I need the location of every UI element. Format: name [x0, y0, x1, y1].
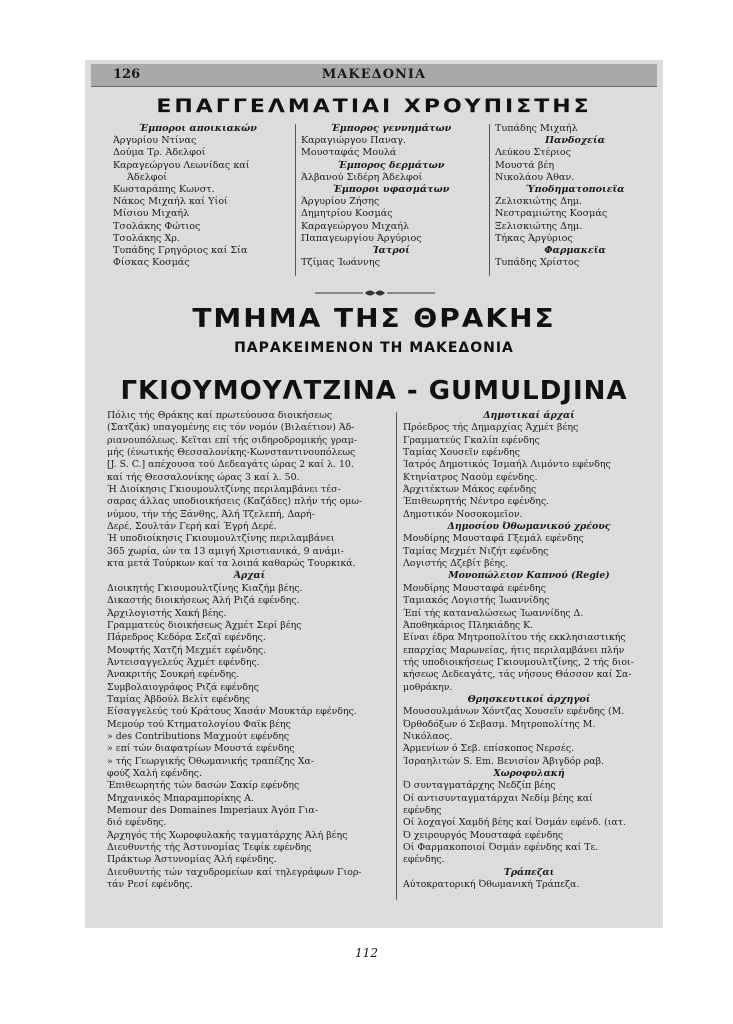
- directory-line: Συμβολαιογράφος Ριζά εφένδης: [107, 681, 259, 693]
- category-heading: Δημοτικαί άρχαί: [483, 410, 575, 421]
- directory-line: Έπιθεωρητής Νέντρο εφένδης.: [403, 496, 550, 508]
- directory-line: Κωσταράπης Κωνστ.: [113, 184, 215, 196]
- directory-line: Γραμματεύς διοικήσεως Άχμέτ Σερί βέης: [107, 619, 302, 631]
- directory-line: Άρχηγός τής Χωροφυλακής ταγματάρχης Άλή βέης: [107, 829, 348, 841]
- header-page-number: 126: [113, 67, 141, 82]
- directory-line: » τής Γεωργικής Όθωμανικής τραπέζης Χα-: [107, 755, 315, 767]
- directory-line: Τσολάκης Φώτιος: [113, 220, 201, 232]
- column-divider: [295, 124, 296, 276]
- category-heading: Θρησκευτικοί άρχηγοί: [467, 693, 591, 705]
- page-number: 112: [355, 946, 378, 960]
- header-title: ΜΑΚΕΔΟΝΙΑ: [321, 67, 427, 82]
- directory-line: Δούμα Τρ. Άδελφοί: [113, 147, 206, 159]
- directory-line: σαρας άλλας υποδιοικήσεις (Καζάδες) πλήν τής ομω-: [107, 496, 363, 508]
- directory-line: Ή Διοίκησις Γκιουμουλτζίνης περιλαμβάνει τέσ-: [107, 484, 341, 496]
- directory-column-3: [495, 123, 655, 269]
- directory-line: Μηχανικός Μπαραμπορίκης Α.: [107, 792, 254, 804]
- directory-line: τής υποδιοικήσεως Γκιουμουλτζίνης, 2 τής διοι-: [403, 656, 634, 668]
- category-heading: Δημοσίου Όθωμανικού χρέους: [447, 521, 611, 533]
- directory-line: Πρόεδρος τής Δημαρχίας Άχμέτ βέης: [403, 422, 579, 434]
- directory-line: Δημητρίου Κοσμάς: [301, 208, 393, 220]
- directory-line: μής (ένωτικής Θεσσαλονίκης-Κωνσταντινουπόλεως: [107, 447, 356, 459]
- directory-line: Πόλις τής Θράκης καί πρωτεύουσα διοικήσεως: [107, 410, 333, 421]
- directory-line: Άλβανού Σιδέρη Άδελφοί: [301, 171, 423, 183]
- directory-line: Μουσταφάς Μουλά: [301, 147, 397, 159]
- directory-line: Κτηνίατρος Ναούμ εφένδης.: [403, 471, 538, 483]
- directory-line: Τυπάδης Χρίστος: [495, 257, 580, 269]
- category-heading: Ίατροί: [372, 245, 410, 257]
- directory-line: 365 χωρία, ών τα 13 αμιγή Χριστιανικά, 9 ανάμι-: [107, 545, 344, 557]
- directory-line: Καραγεώργου Λεωνίδας καί: [113, 159, 250, 171]
- directory-line: Ζελισκιώτης Δημ.: [495, 196, 583, 208]
- category-heading: Ύποδηματοποιεΐα: [525, 184, 625, 196]
- directory-column-1: [113, 123, 283, 269]
- category-heading: Έμπορος δερμάτων: [337, 159, 445, 171]
- directory-line: » επί τών διαφατρίων Μουστά εφένδης: [107, 743, 295, 755]
- category-heading: Φαρμακεΐα: [544, 245, 606, 257]
- directory-line: κτα μετά Τούρκων καί τα λοιπά καθαρώς Τουρκικά.: [107, 558, 356, 570]
- category-heading: Τράπεζαι: [503, 866, 555, 878]
- directory-line: Τυπάδης Μιχαήλ: [495, 123, 578, 134]
- directory-line: Νικολάου Άθαν.: [495, 171, 575, 183]
- directory-line: Τσολάκης Χρ.: [113, 232, 180, 244]
- directory-line: μοθράκην.: [403, 681, 453, 693]
- directory-line: Καραγιώργου Παναγ.: [301, 135, 407, 147]
- directory-line: Έπί τής καταναλώσεως Ίωαννίδης Δ.: [403, 607, 584, 619]
- directory-line: Είναι έδρα Μητροπολίτου τής εκκλησιαστικής: [403, 632, 626, 644]
- column-divider: [396, 412, 397, 900]
- directory-line: Ταμίας Μεχμέτ Νιζήτ εφένδης: [403, 545, 549, 557]
- body-right-column: [403, 410, 655, 891]
- directory-line: Καραγεώργου Μιχαήλ: [301, 220, 410, 232]
- directory-line: καί τής Θεσσαλονίκης ώρας 3 καί λ. 50.: [107, 471, 300, 483]
- directory-line: Έπιθεωρητής τών δασών Σακίρ εφένδης: [107, 780, 300, 792]
- directory-line: Ξελισκιώτης Δημ.: [495, 220, 583, 232]
- directory-line: Πράκτωρ Άστυνομίας Άλή εφένδης.: [107, 854, 277, 866]
- category-heading: Έμποροι αποικιακών: [139, 123, 257, 134]
- directory-line: Όρθοδόξων ό Σεβασμ. Μητροπολίτης Μ.: [403, 718, 596, 730]
- directory-line: Διοικητής Γκιουμουλτζίνης Κιαζήμ βέης.: [107, 582, 303, 594]
- city-title: ΓΚΙΟΥΜΟΥΛΤΖΙΝΑ - GUMULDJINA: [120, 376, 628, 406]
- directory-line: Λεύκου Στέριος: [495, 147, 571, 159]
- directory-line: Αύτοκρατορική Όθωμανική Τράπεζα.: [403, 879, 580, 891]
- directory-line: Δικαστής διοικήσεως Άλή Ριζά εφένδης.: [107, 595, 300, 607]
- directory-line: κήσεως Δεδεαγάτς, τάς νήσους Θάσσον καί Σα-: [403, 669, 632, 681]
- directory-line: Μουδίρης Μουσταφά Γξεμάλ εφένδης: [403, 533, 584, 545]
- column-divider: [489, 124, 490, 276]
- directory-column-2: [301, 123, 481, 269]
- directory-line: Τήκας Άργύριος: [495, 232, 573, 244]
- directory-line: Memour des Domaines Imperiaux Άγόπ Για-: [107, 805, 318, 816]
- directory-line: Οί Φαρμακοποιοί Όσμάν εφένδης καί Τε.: [403, 842, 599, 854]
- directory-line: Γραμματεύς Γκαλίπ εφένδης: [403, 434, 540, 446]
- body-left-column: [107, 410, 392, 891]
- directory-line: Οί αντισυνταγματάρχαι Νεδίμ βέης καί: [403, 792, 593, 804]
- directory-line: Νεστραμιώτης Κοσμάς: [495, 208, 608, 220]
- directory-line: Δερέ, Σουλτάν Γερή καί Έγρή Δερέ.: [107, 521, 277, 533]
- directory-line: Λογιστής Δζεβίτ βέης.: [403, 558, 509, 570]
- directory-line: Ταμιακός Λογιστής Ίωαννίδης: [403, 595, 550, 607]
- directory-line: νύμου, τήν τής Ξάνθης, Άλή Τζελεπή, Δαρή-: [107, 508, 315, 520]
- directory-line: Δημοτικόν Νοσοκομεΐον.: [403, 508, 523, 520]
- category-heading: Έμπορος γεννημάτων: [330, 123, 452, 134]
- directory-line: Μουστά βέη: [495, 159, 555, 171]
- ornament-divider: [315, 288, 435, 298]
- directory-line: Τυπάδης Γρηγόριος καί Σία: [113, 245, 248, 257]
- directory-line: Ό χειρουργός Μουσταφά εφένδης: [403, 829, 564, 841]
- thrace-section-title: ΤΜΗΜΑ ΤΗΣ ΘΡΑΚΗΣ: [192, 303, 556, 334]
- directory-line: Διευθυντής τών ταχυδρομείων καί τηλεγράφων Γιορ-: [107, 866, 362, 878]
- directory-line: Άντεισαγγελεύς Άχμέτ εφένδης.: [107, 656, 260, 668]
- scanned-page: [85, 60, 663, 928]
- category-heading: Μονοπώλειον Καπνού (Regie): [448, 570, 610, 582]
- directory-line: Είσαγγελεύς τού Κράτους Χασάν Μουκτάρ εφένδης.: [107, 706, 357, 718]
- directory-line: Τζίμας Ίωάννης: [301, 257, 380, 269]
- category-heading: Έμποροι υφασμάτων: [332, 184, 450, 196]
- category-heading: Πανδοχεία: [544, 135, 606, 147]
- category-heading: Άρχαί: [233, 570, 266, 582]
- directory-line: Ταμίας Χουσεΐν εφένδης: [403, 447, 521, 459]
- directory-line: Μουσουλμάνων Χόντζας Χουσεΐν εφένδης (Μ.: [403, 706, 625, 718]
- directory-line: εφένδης.: [403, 854, 445, 866]
- directory-line: Άρμενίων ό Σεβ. επίσκοπος Νερσές.: [403, 743, 575, 755]
- directory-line: Άδελφοί: [127, 171, 168, 183]
- directory-line: Μεμούρ τού Κτηματολογίου Φαΐκ βέης: [107, 718, 291, 730]
- directory-line: Μουφτής Χατζή Μεχμέτ εφένδης.: [107, 644, 267, 656]
- directory-line: Ό συνταγματάρχης Νεδζίπ βέης: [403, 780, 556, 792]
- directory-line: φούζ Χαλή εφένδης.: [107, 767, 202, 779]
- section-subtitle: ΠΑΡΑΚΕΙΜΕΝΟΝ ΤΗ ΜΑΚΕΔΟΝΙΑ: [234, 340, 514, 356]
- directory-line: Φίσκας Κοσμάς: [113, 257, 190, 269]
- directory-line: Οί λοχαγοί Χαμδή βέης καί Όσμάν εφένδ. (ιατ.: [403, 817, 626, 829]
- directory-line: Μίσιου Μιχαήλ: [113, 208, 190, 220]
- directory-line: Άργυρίου Ζήσης: [301, 196, 380, 208]
- directory-line: Ή υποδιοίκησις Γκιουμουλτζίνης περιλαμβάνει: [107, 533, 335, 545]
- directory-line: διό εφένδης.: [107, 817, 167, 829]
- directory-line: Ταμίας Άβδούλ Βελίτ εφένδης: [107, 693, 251, 705]
- category-heading: Χωροφυλακή: [493, 767, 565, 779]
- directory-line: ριανουπόλεως. Κεΐται επί τής σιδηροδρομικής γραμ-: [107, 434, 357, 446]
- directory-line: Ίσραηλιτών S. Em. Βενισίον Άβιγδόρ ραβ.: [403, 755, 605, 767]
- directory-line: τάν Ρεσί εφένδης.: [107, 879, 193, 891]
- professionals-title: ΕΠΑΓΓΕΛΜΑΤΙΑΙ ΧΡΟΥΠΙΣΤΗΣ: [156, 95, 592, 118]
- directory-line: [J. S. C.] απέχουσα τού Δεδεαγάτς ώρας 2 καί λ. 10.: [107, 459, 354, 471]
- directory-line: Άργυρίου Ντίνας: [113, 135, 197, 147]
- directory-line: Άρχιλογιστής Χακή βέης.: [107, 607, 227, 619]
- directory-line: (Σατζάκ) υπαγομένης εις τόν νομόν (Βιλαέτιον) Άδ-: [107, 422, 355, 434]
- directory-line: Διευθυντής τής Άστυνομίας Τεφίκ εφένδης: [107, 842, 312, 854]
- directory-line: Άρχιτέκτων Μάκος εφένδης: [403, 484, 537, 496]
- directory-line: Άποθηκάριος Πληκιάδης Κ.: [403, 619, 534, 631]
- directory-line: Παπαγεωργίου Άργύριος: [301, 232, 422, 244]
- directory-line: Νάκος Μιχαήλ καί Υίοί: [113, 196, 228, 208]
- directory-line: Άνακριτής Σουκρή εφένδης.: [107, 669, 240, 681]
- directory-line: Μουδίρης Μουσταφά εφένδης: [403, 582, 546, 594]
- running-header: [91, 64, 657, 87]
- directory-line: » des Contributions Μαχμούτ εφένδης: [107, 730, 290, 742]
- directory-line: επαρχίας Μαρωνείας, ήτις περιλαμβάνει πλήν: [403, 644, 625, 656]
- directory-line: Ίατρός Δημοτικός Ίσμαήλ Λιμόντο εφένδης: [403, 459, 611, 471]
- directory-line: εφένδης: [403, 805, 442, 816]
- directory-line: Νικόλαος.: [403, 730, 453, 742]
- directory-line: Πάρεδρος Κεδόρα Σεζαΐ εφένδης.: [107, 632, 266, 644]
